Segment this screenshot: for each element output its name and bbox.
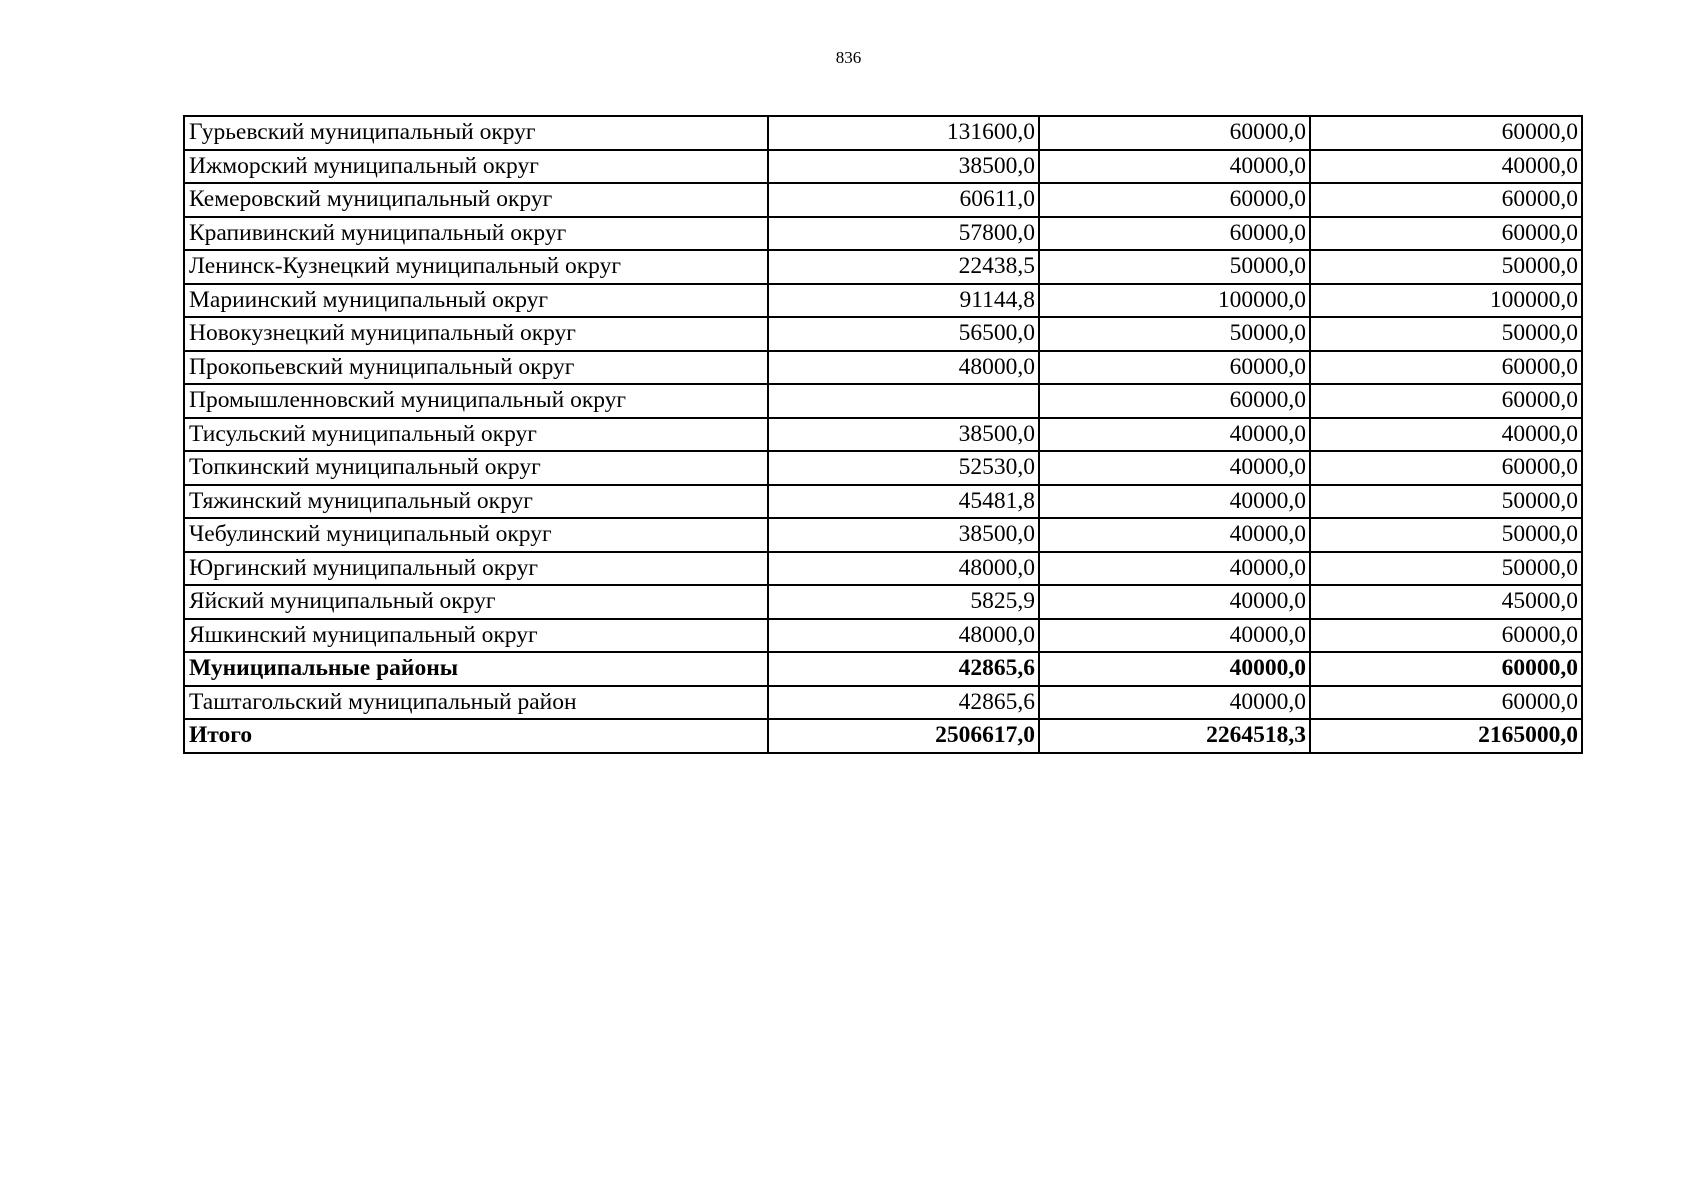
table-row xyxy=(184,116,1582,150)
row-name-cell: Крапивинский муниципальный округ xyxy=(184,217,768,251)
row-value-2-cell: 60000,0 xyxy=(1039,384,1310,418)
table-row xyxy=(184,351,1582,385)
table-row xyxy=(184,217,1582,251)
row-value-3-cell: 50000,0 xyxy=(1310,485,1582,519)
row-value-2-cell: 40000,0 xyxy=(1039,619,1310,653)
row-value-3-cell: 50000,0 xyxy=(1310,250,1582,284)
row-value-3-cell: 40000,0 xyxy=(1310,150,1582,184)
row-value-3-cell: 60000,0 xyxy=(1310,451,1582,485)
row-value-1-cell: 48000,0 xyxy=(768,552,1039,586)
row-value-2-cell: 60000,0 xyxy=(1039,351,1310,385)
row-value-3-cell: 60000,0 xyxy=(1310,351,1582,385)
row-value-1-cell: 56500,0 xyxy=(768,317,1039,351)
row-value-2-cell: 50000,0 xyxy=(1039,250,1310,284)
row-value-1-cell: 48000,0 xyxy=(768,619,1039,653)
row-value-1-cell: 38500,0 xyxy=(768,418,1039,452)
row-name-cell: Топкинский муниципальный округ xyxy=(184,451,768,485)
row-name-cell: Чебулинский муниципальный округ xyxy=(184,518,768,552)
row-name-cell: Кемеровский муниципальный округ xyxy=(184,183,768,217)
row-name-cell: Яшкинский муниципальный округ xyxy=(184,619,768,653)
row-value-2-cell: 40000,0 xyxy=(1039,485,1310,519)
row-name-cell: Новокузнецкий муниципальный округ xyxy=(184,317,768,351)
table-row xyxy=(184,150,1582,184)
row-value-1-cell: 60611,0 xyxy=(768,183,1039,217)
row-value-2-cell: 40000,0 xyxy=(1039,451,1310,485)
page-number: 836 xyxy=(835,48,862,67)
row-name-cell: Ижморский муниципальный округ xyxy=(184,150,768,184)
table-row xyxy=(184,485,1582,519)
row-value-3-cell: 60000,0 xyxy=(1310,384,1582,418)
table-body xyxy=(184,116,1582,753)
row-value-2-cell: 60000,0 xyxy=(1039,183,1310,217)
row-value-1-cell: 42865,6 xyxy=(768,652,1039,686)
table-row xyxy=(184,317,1582,351)
row-name-cell: Тисульский муниципальный округ xyxy=(184,418,768,452)
row-value-1-cell: 22438,5 xyxy=(768,250,1039,284)
row-value-1-cell: 91144,8 xyxy=(768,284,1039,318)
row-value-3-cell: 60000,0 xyxy=(1310,116,1582,150)
row-value-1-cell: 38500,0 xyxy=(768,518,1039,552)
row-name-cell: Яйский муниципальный округ xyxy=(184,585,768,619)
row-value-2-cell: 60000,0 xyxy=(1039,217,1310,251)
row-value-3-cell: 2165000,0 xyxy=(1310,719,1582,753)
row-value-3-cell: 60000,0 xyxy=(1310,686,1582,720)
table-row xyxy=(184,585,1582,619)
row-value-1-cell: 57800,0 xyxy=(768,217,1039,251)
row-value-1-cell: 5825,9 xyxy=(768,585,1039,619)
table-row xyxy=(184,619,1582,653)
table-row xyxy=(184,183,1582,217)
row-value-3-cell: 60000,0 xyxy=(1310,217,1582,251)
row-value-3-cell: 60000,0 xyxy=(1310,183,1582,217)
row-name-cell: Тяжинский муниципальный округ xyxy=(184,485,768,519)
row-value-2-cell: 100000,0 xyxy=(1039,284,1310,318)
table-row xyxy=(184,518,1582,552)
table-row-subtotal xyxy=(184,652,1582,686)
row-value-2-cell: 2264518,3 xyxy=(1039,719,1310,753)
row-name-cell: Итого xyxy=(184,719,768,753)
row-value-2-cell: 40000,0 xyxy=(1039,552,1310,586)
row-value-2-cell: 40000,0 xyxy=(1039,686,1310,720)
table-row xyxy=(184,384,1582,418)
row-name-cell: Мариинский муниципальный округ xyxy=(184,284,768,318)
row-value-2-cell: 40000,0 xyxy=(1039,585,1310,619)
row-value-2-cell: 40000,0 xyxy=(1039,518,1310,552)
row-value-3-cell: 50000,0 xyxy=(1310,552,1582,586)
row-value-1-cell: 38500,0 xyxy=(768,150,1039,184)
row-value-1-cell: 42865,6 xyxy=(768,686,1039,720)
row-value-3-cell: 100000,0 xyxy=(1310,284,1582,318)
table-row xyxy=(184,451,1582,485)
row-value-3-cell: 40000,0 xyxy=(1310,418,1582,452)
row-value-3-cell: 60000,0 xyxy=(1310,619,1582,653)
table-row xyxy=(184,250,1582,284)
row-value-1-cell: 131600,0 xyxy=(768,116,1039,150)
row-value-2-cell: 40000,0 xyxy=(1039,652,1310,686)
row-value-3-cell: 50000,0 xyxy=(1310,317,1582,351)
row-name-cell: Гурьевский муниципальный округ xyxy=(184,116,768,150)
table-row xyxy=(184,284,1582,318)
row-name-cell: Муниципальные районы xyxy=(184,652,768,686)
row-value-3-cell: 60000,0 xyxy=(1310,652,1582,686)
table-row xyxy=(184,418,1582,452)
row-name-cell: Промышленновский муниципальный округ xyxy=(184,384,768,418)
row-name-cell: Таштагольский муниципальный район xyxy=(184,686,768,720)
row-name-cell: Прокопьевский муниципальный округ xyxy=(184,351,768,385)
table-row-subtotal xyxy=(184,719,1582,753)
row-name-cell: Ленинск-Кузнецкий муниципальный округ xyxy=(184,250,768,284)
row-value-1-cell: 2506617,0 xyxy=(768,719,1039,753)
row-name-cell: Юргинский муниципальный округ xyxy=(184,552,768,586)
row-value-1-cell: 52530,0 xyxy=(768,451,1039,485)
row-value-3-cell: 50000,0 xyxy=(1310,518,1582,552)
row-value-2-cell: 40000,0 xyxy=(1039,418,1310,452)
table-row xyxy=(184,686,1582,720)
row-value-3-cell: 45000,0 xyxy=(1310,585,1582,619)
row-value-1-cell xyxy=(768,384,1039,418)
row-value-2-cell: 40000,0 xyxy=(1039,150,1310,184)
table-row xyxy=(184,552,1582,586)
allocation-table xyxy=(183,115,1583,754)
row-value-2-cell: 50000,0 xyxy=(1039,317,1310,351)
row-value-1-cell: 48000,0 xyxy=(768,351,1039,385)
row-value-2-cell: 60000,0 xyxy=(1039,116,1310,150)
row-value-1-cell: 45481,8 xyxy=(768,485,1039,519)
